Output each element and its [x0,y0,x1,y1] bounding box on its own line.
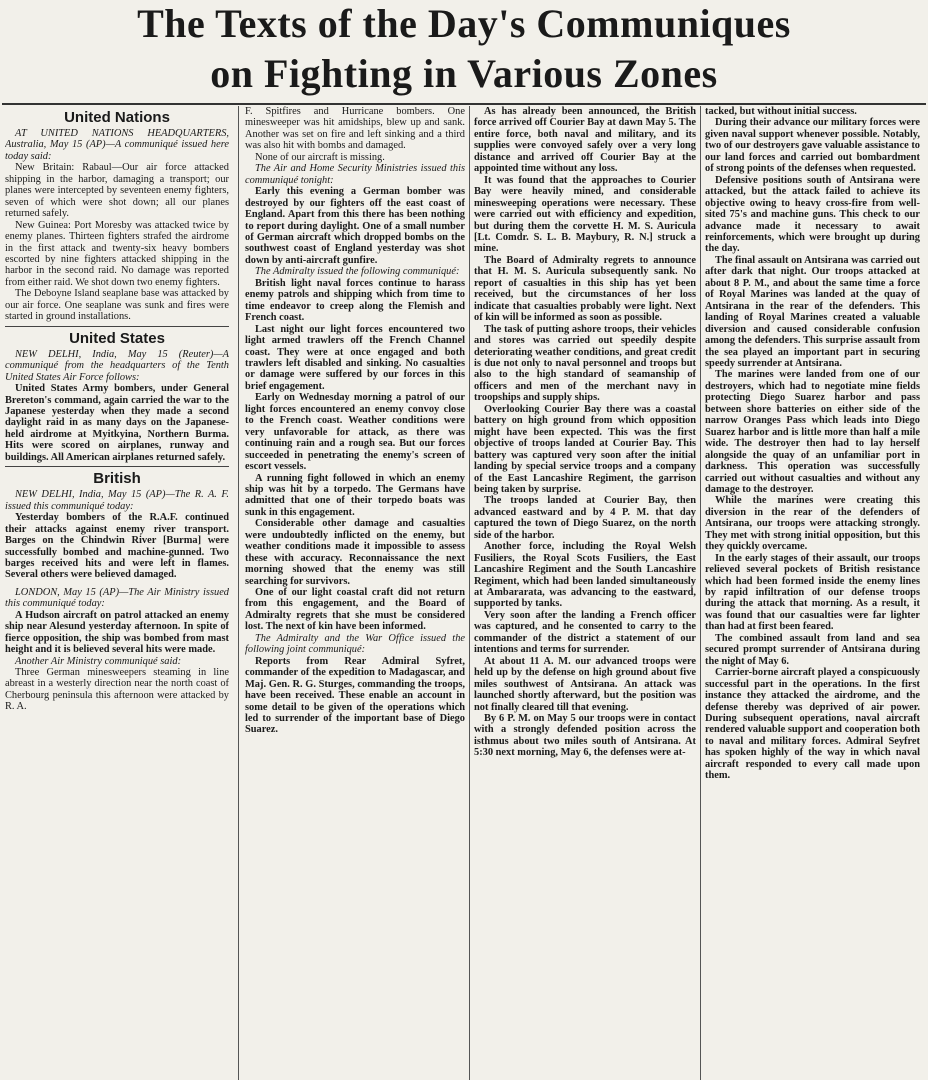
section-heading-united-states: United States [69,329,165,347]
paragraph: The Board of Admiralty regrets to announce that H. M. S. Auricula subsequently sank. No report of casualties in this ship has yet been received, but the circumstances of her loss indicate that casualties probably were light. Next of kin will be informed as soon as possible. [474,254,696,324]
dateline: NEW DELHI, India, May 15 (AP) [15,489,166,501]
headline-line-1: The Texts of the Day's Communiques [137,1,791,46]
paragraph: The troops landed at Courier Bay, then advanced eastward and by 4 P. M. that day captured the town of Diego Suarez, on the north side of the harbor. [474,495,696,541]
paragraph: United States Army bombers, under General Brereton's command, again carried the war to the Japanese yesterday when they made a second daylight raid in as many days on the Japanese-held airdrome at Myitkyina, Northern Burma. Hits were scored on airplanes, runway and buildings. All American airplanes returned safely. [5,383,229,463]
column-2 [245,106,465,1080]
paragraph: The marines were landed from one of our destroyers, which had to negotiate mine fields protecting Diego Suarez harbor and pass between shore batteries on either side of the narrow Oranges Pass which leads into Diego Suarez harbor and is little more than half a mile wide. The destroyer then had to lay herself alongside the quay of an unfamiliar port in darkness. This operation was successfully carried out without casualties and without any damage to the destroyer. [705,369,920,495]
dateline-paragraph [5,128,229,162]
paragraph: Very soon after the landing a French officer was captured, and he consented to carry to the commander of the district a statement of our intentions and terms for surrender. [474,609,696,656]
paragraph: Considerable other damage and casualties were undoubtedly inflicted on the enemy, but weather conditions made it impossible to assess these with accuracy. Reconnaissance the next morning showed that the enemy was still searching for survivors. [245,518,465,587]
paragraph: A running fight followed in which an enemy ship was hit by a torpedo. The Germans have admitted that one of their torpedo boats was sunk in this engagement. [245,472,465,518]
column-divider [238,106,239,1080]
paragraph: In the early stages of their assault, our troops relieved several pockets of British resistance which had been formed inside the enemy lines by rapid infiltration of our defense troops during the attack that morning. As a result, it was found that our casualties were far lighter than had at first been feared. [705,552,920,633]
column-divider [700,106,701,1080]
column-4 [705,106,920,1080]
dateline: AT UNITED NATIONS HEADQUARTERS, Australia, May 15 (AP) [5,128,229,151]
dateline-paragraph [5,587,229,610]
column-1 [5,106,229,1080]
paragraph: The final assault on Antsirana was carried out after dark that night. Our troops attacked at about 8 P. M., and about the same time a force of Royal Marines was landed at the quay of Antsirana in the rear of the defenders. This landing of Royal Marines created a valuable diversion and caused considerable confusion among the defenders. This surprise assault from the sea played an important part in securing speedy surrender at Antsirana. [705,254,920,369]
paragraph: British light naval forces continue to harass enemy patrols and shipping which from time to time endeavor to creep along the Flemish and French coast. [245,277,465,324]
paragraph: The task of putting ashore troops, their vehicles and stores was carried out speedily despite deteriorating weather conditions, and great credit is due not only to naval personnel and troops but also to the high standard of seamanship of officers and men of the merchant navy in troopships and supply ships. [474,323,696,404]
headline-line-2: on Fighting in Various Zones [210,51,718,96]
dateline-lead: —The Air Ministry issued this communiqué today: [5,586,229,610]
dateline-paragraph [5,489,229,512]
paragraph: A Hudson aircraft on patrol attacked an enemy ship near Alesund yesterday afternoon. In spite of fierce opposition, the ship was bombed from mast height and it is believed several hits were made. [5,609,229,656]
dateline-lead: —A communiqué issued here today said: [5,139,229,162]
paragraph: During their advance our military forces were given naval support whenever possible. Notably, two of our destroyers gave valuable assistance to our land forces and carried out bombardment of strong points of the defenses when requested. [705,117,920,175]
paragraph: By 6 P. M. on May 5 our troops were in contact with a strongly defended position across the isthmus about two miles south of Antsirana. At 5:30 next morning, May 6, the defenses were at- [474,713,696,759]
dateline: NEW DELHI, India, May 15 (Reuter) [15,348,214,360]
paragraph: The combined assault from land and sea secured prompt surrender of Antsirana during the night of May 6. [705,632,920,667]
paragraph: The Air and Home Security Ministries issued this communiqué tonight: [245,163,465,186]
paragraph: Another Air Ministry communiqué said: [15,655,182,667]
dateline: LONDON, May 15 (AP) [15,586,120,598]
paragraph: New Guinea: Port Moresby was attacked twice by enemy planes. Thirteen fighters strafed the airdrome in the first attack and twenty-six heavy bombers escorted by nine fighters attacked shipping in the harbor in the second raid. No damage was reported from either raid. We shot down two enemy fighters. [5,219,229,288]
section-heading-united-nations: United Nations [64,109,170,126]
paragraph: It was found that the approaches to Courier Bay were heavily mined, and considerable minesweeping operations were necessary. These were carried out with efficiency and expedition, but during them the corvette H. M. S. Auricula [Lt. Comdr. S. L. B. Maybury, R. N.] struck a mine. [474,174,696,255]
paragraph: One of our light coastal craft did not return from this engagement, and the Board of Admiralty regrets that she must be considered lost. The next of kin have been informed. [245,587,465,633]
dateline-lead: —The R. A. F. issued this communiqué today: [5,489,229,512]
section-heading-british: British [93,470,141,488]
paragraph: The Deboyne Island seaplane base was attacked by our air force. One seaplane was sunk and fires were started in ground installations. [5,288,229,323]
column-3 [474,106,696,1080]
paragraph: Reports from Rear Admiral Syfret, commander of the expedition to Madagascar, and Maj. Gen. R. G. Sturges, commanding the troops, have been received. These enable an account in some detail to be given of the operations which led to surrender of the important base of Diego Suarez. [245,655,465,736]
paragraph: At about 11 A. M. our advanced troops were held up by the defense on high ground about five miles southwest of Antsirana. An attack was launched shortly afterward, but the position was not finally cleared till that evening. [474,655,696,713]
paragraph: While the marines were creating this diversion in the rear of the defenders of Antsirana, our troops were attacking strongly. They met with strong initial opposition, but this they quickly overcame. [705,495,920,553]
paragraph: As has already been announced, the British force arrived off Courier Bay at dawn May 5. The entire force, both naval and military, and its supplies were convoyed safely over a very long distance and arrived off Courier Bay at the appointed time without any loss. [474,106,696,175]
headline-rule [2,103,926,105]
column-divider [469,106,470,1080]
paragraph: The Admiralty issued the following communiqué: [255,266,460,278]
paragraph: tacked, but without initial success. [705,106,857,117]
paragraph: Three German minesweepers steaming in line abreast in a westerly direction near the north coast of Cherbourg peninsula this afternoon were attacked by R. A. [5,667,229,713]
dateline-lead: —A communiqué from the headquarters of the Tenth United States Air Force follows: [5,348,229,383]
paragraph: Defensive positions south of Antsirana were attacked, but the attack failed to achieve its objective owing to heavy cross-fire from well-sited 75's and machine guns. This check to our advance made it necessary to await reinforcements, which were brought up during the day. [705,174,920,255]
paragraph: F. Spitfires and Hurricane bombers. One minesweeper was hit amidships, blew up and sank. Another was set on fire and left sinking and a third was also hit with bombs and damaged. [245,106,465,152]
paragraph: Early on Wednesday morning a patrol of our light forces encountered an enemy convoy close to the French coast. Weather conditions were very unfavorable for attack, as there was continuing rain and a rough sea. But our forces succeeded in penetrating the enemy's screen of escort vessels. [245,392,465,473]
paragraph: Carrier-borne aircraft played a conspicuously successful part in the operations. In the first instance they attacked the airdrome, and the defense thereby was deprived of air power. During subsequent operations, naval aircraft rendered valuable support and cooperation both to naval and military forces. Admiral Seyfret has spoken highly of the way in which naval aircraft responded to every call made upon them. [705,667,920,782]
paragraph: Overlooking Courier Bay there was a coastal battery on high ground from which opposition might have been expected. This was the first objective of troops landed at Courier Bay. This battery was captured very soon after the initial landing by special service troops and a company of the East Lancashire Regiment, the garrison being taken by surprise. [474,403,696,495]
paragraph: The Admiralty and the War Office issued the following joint communiqué: [245,632,465,656]
section-rule [5,466,229,467]
dateline-paragraph [5,349,229,383]
paragraph: Last night our light forces encountered two light armed trawlers off the French Channel coast. They were at once engaged and both trawlers left disabled and sinking. No casualties or damage were suffered by our forces in this brief engagement. [245,323,465,392]
paragraph: None of our aircraft is missing. [255,151,385,163]
paragraph: Yesterday bombers of the R.A.F. continued their attacks against enemy river transport. Barges on the Chindwin River [Burma] were successfully bombed and machine-gunned. Two barges received hits and were left in flames. Several others were believed damaged. [5,512,229,581]
paragraph: Another force, including the Royal Welsh Fusiliers, the Royal Scots Fusiliers, the East Lancashire Regiment and the South Lancashire Regiment, which had been landed simultaneously at Ambararata, was advancing to the eastward, supported by tanks. [474,541,696,610]
paragraph: New Britain: Rabaul—Our air force attacked shipping in the harbor, damaging a transport; our planes were intercepted by seventeen enemy fighters, seven of which were shot down; all our planes returned safely. [5,162,229,220]
section-rule [5,326,229,327]
paragraph: Early this evening a German bomber was destroyed by our fighters off the east coast of England. Apart from this there has been nothing to report during daylight. One of a small number of German aircraft which dropped bombs on the southwest coast of England yesterday was shot down by anti-aircraft gunfire. [245,186,465,266]
headline [0,0,928,108]
